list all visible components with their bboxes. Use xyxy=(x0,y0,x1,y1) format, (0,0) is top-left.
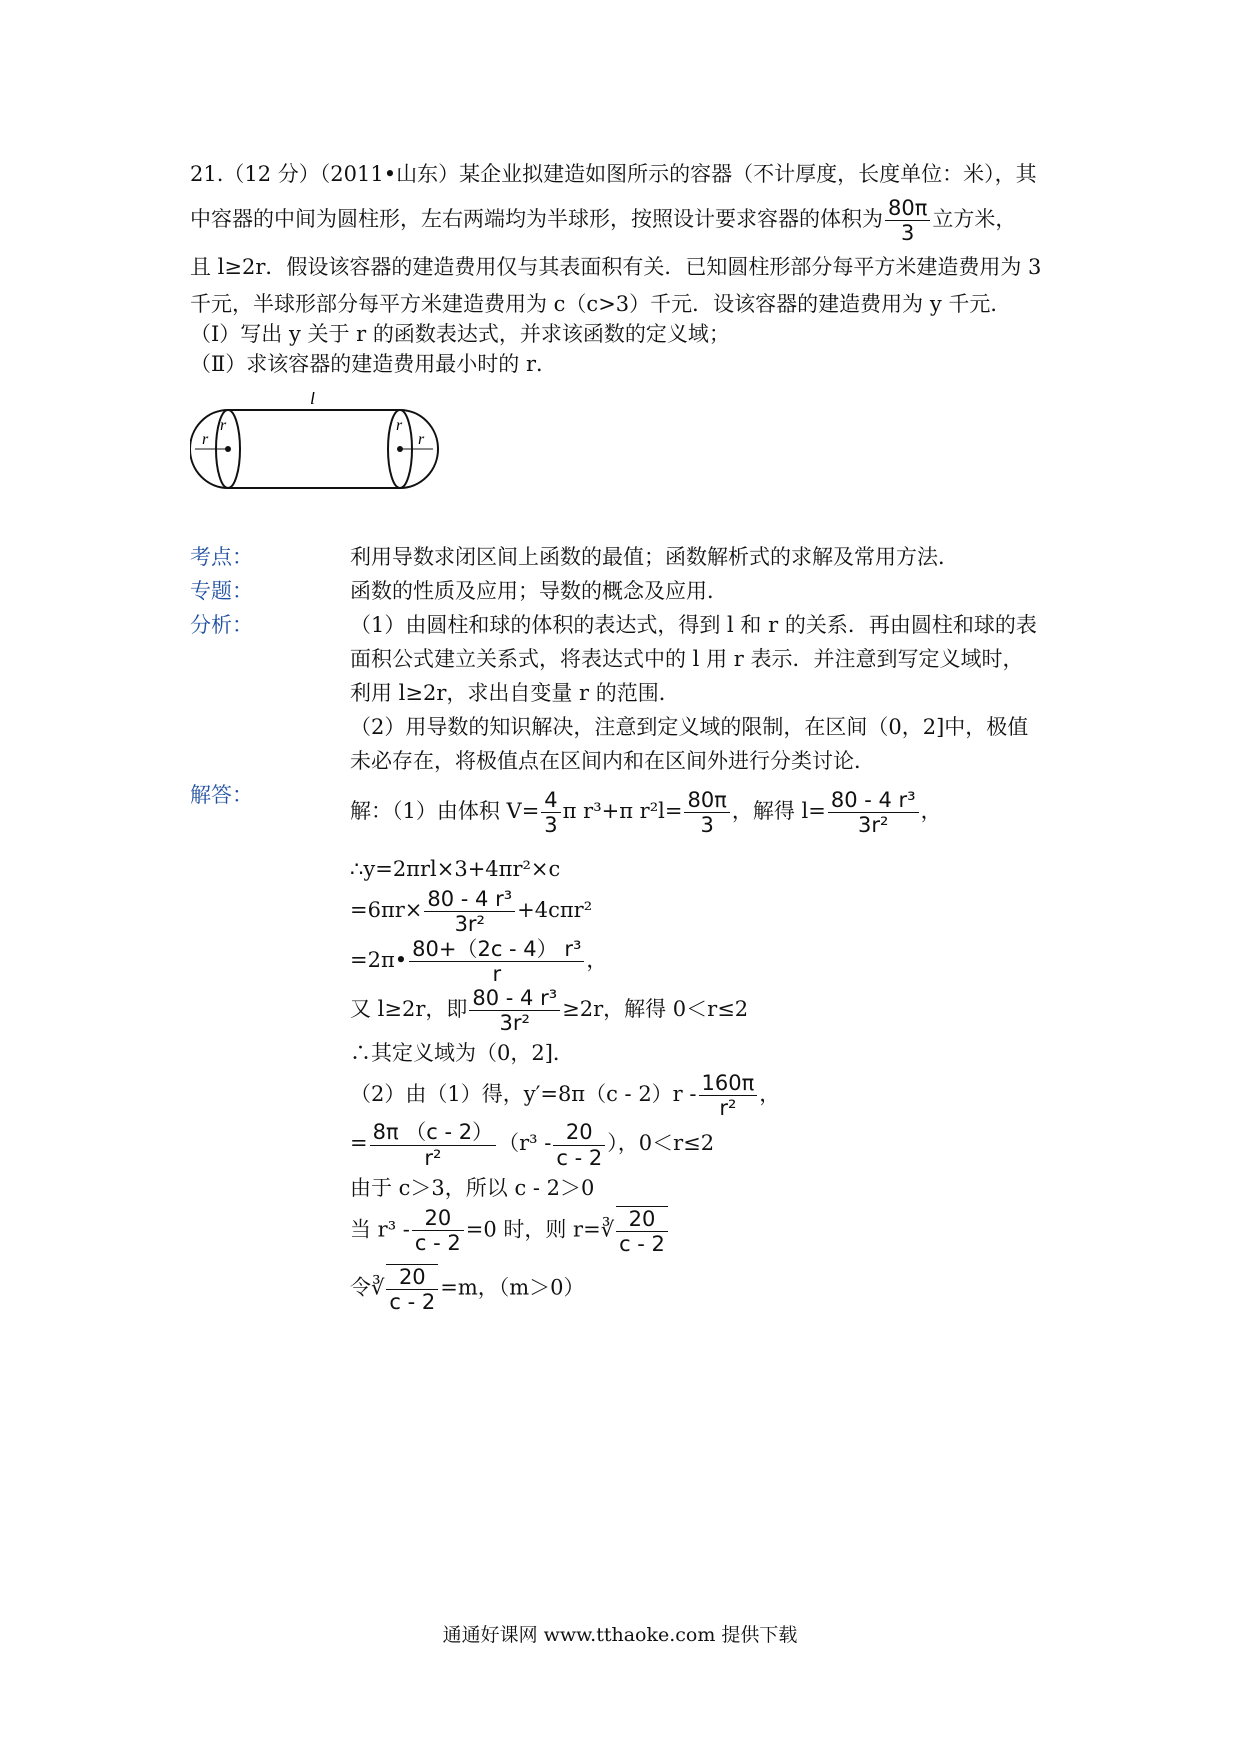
solution-line-9: 由于 c＞3，所以 c - 2＞0 xyxy=(350,1175,595,1200)
jieda-label: 解答： xyxy=(190,783,253,807)
kaodian-text: 利用导数求闭区间上函数的最值；函数解析式的求解及常用方法． xyxy=(350,545,959,569)
solution-line-1: 解：（1）由体积 V= $\frac{4}{3}$ π r³+π r²l= $\frac{80\pi}{3}$ ，解得 l= $\frac{\text{80 - 4 r³}}{\text{3r²}}$ ， xyxy=(350,788,942,838)
fenxi-line: 利用 l≥2r，求出自变量 r 的范围． xyxy=(350,681,680,705)
solution-line-11: 令∛ $\frac{20}{c - 2}$ =m，（m＞0） xyxy=(350,1264,585,1315)
fenxi-label: 分析： xyxy=(190,613,253,637)
fenxi-line: （2）用导数的知识解决，注意到定义域的限制，在区间（0，2]中，极值 xyxy=(350,715,1029,739)
solution-line-4: =2π• $\frac{\text{80+（2c - 4） r³}}{r}$ ， xyxy=(350,936,608,986)
solution-body xyxy=(350,788,1070,1314)
radius-label-right-inner: r xyxy=(396,417,403,434)
page-footer: 通通好课网 www.tthaoke.com 提供下载 xyxy=(442,1624,798,1646)
problem-line: 21.（12 分）（2011•山东）某企业拟建造如图所示的容器（不计厚度，长度单位：米），其 xyxy=(190,162,1037,186)
problem-line: 千元，半球形部分每平方米建造费用为 c（c>3）千元．设该容器的建造费用为 y 千元． xyxy=(190,292,1012,317)
radius-label-left: r xyxy=(202,431,209,448)
solution-line-6: ∴其定义域为（0，2]． xyxy=(350,1041,574,1066)
problem-line: 中容器的中间为圆柱形，左右两端均为半球形，按照设计要求容器的体积为 $\frac{80\pi}{3}$ 立方米， xyxy=(190,196,1017,246)
problem-line: 且 l≥2r．假设该容器的建造费用仅与其表面积有关．已知圆柱形部分每平方米建造费用为 3 xyxy=(190,255,1042,280)
length-label: l xyxy=(310,392,316,408)
radius-label-right: r xyxy=(418,431,425,448)
solution-line-8: = $\frac{8\pi (c - 2)}{\text{r²}}$ （r³ - $\frac{20}{c - 2}$ ），0＜r≤2 xyxy=(350,1120,715,1170)
zhuanti-text: 函数的性质及应用；导数的概念及应用． xyxy=(350,579,728,603)
fenxi-row xyxy=(190,608,1070,778)
zhuanti-row xyxy=(190,574,1070,608)
analysis-section xyxy=(190,540,1070,812)
problem-statement xyxy=(190,152,1060,379)
solution-line-10: 当 r³ - $\frac{20}{c - 2}$ =0 时，则 r=∛ $\frac{20}{c - 2}$ xyxy=(350,1206,1070,1256)
kaodian-row xyxy=(190,540,1070,574)
fenxi-line: 未必存在，将极值点在区间内和在区间外进行分类讨论． xyxy=(350,749,875,773)
solution-line-2: ∴y=2πrl×3+4πr²×c xyxy=(350,857,561,882)
radius-label-left-inner: r xyxy=(220,417,227,434)
problem-part-1: （Ⅰ）写出 y 关于 r 的函数表达式，并求该函数的定义域； xyxy=(190,322,730,347)
container-figure xyxy=(190,392,440,500)
problem-part-2: （Ⅱ）求该容器的建造费用最小时的 r． xyxy=(190,352,557,377)
kaodian-label: 考点： xyxy=(190,545,253,569)
solution-line-3: =6πr× $\frac{\text{80 - 4 r³}}{\text{3r²}}$ +4cπr² xyxy=(350,887,593,937)
solution-line-7: （2）由（1）得，y′=8π（c - 2）r - $\frac{160\pi}{\text{r²}}$ ， xyxy=(350,1071,781,1121)
solution-line-5: 又 l≥2r，即 $\frac{\text{80 - 4 r³}}{\text{3r²}}$ ≥2r，解得 0＜r≤2 xyxy=(350,985,749,1035)
fenxi-line: 面积公式建立关系式，将表达式中的 l 用 r 表示．并注意到写定义域时， xyxy=(350,647,1024,671)
volume-fraction: $\frac{80\pi}{3}$ xyxy=(885,196,930,245)
zhuanti-label: 专题： xyxy=(190,579,253,603)
fenxi-line: （1）由圆柱和球的体积的表达式，得到 l 和 r 的关系．再由圆柱和球的表 xyxy=(350,613,1037,637)
